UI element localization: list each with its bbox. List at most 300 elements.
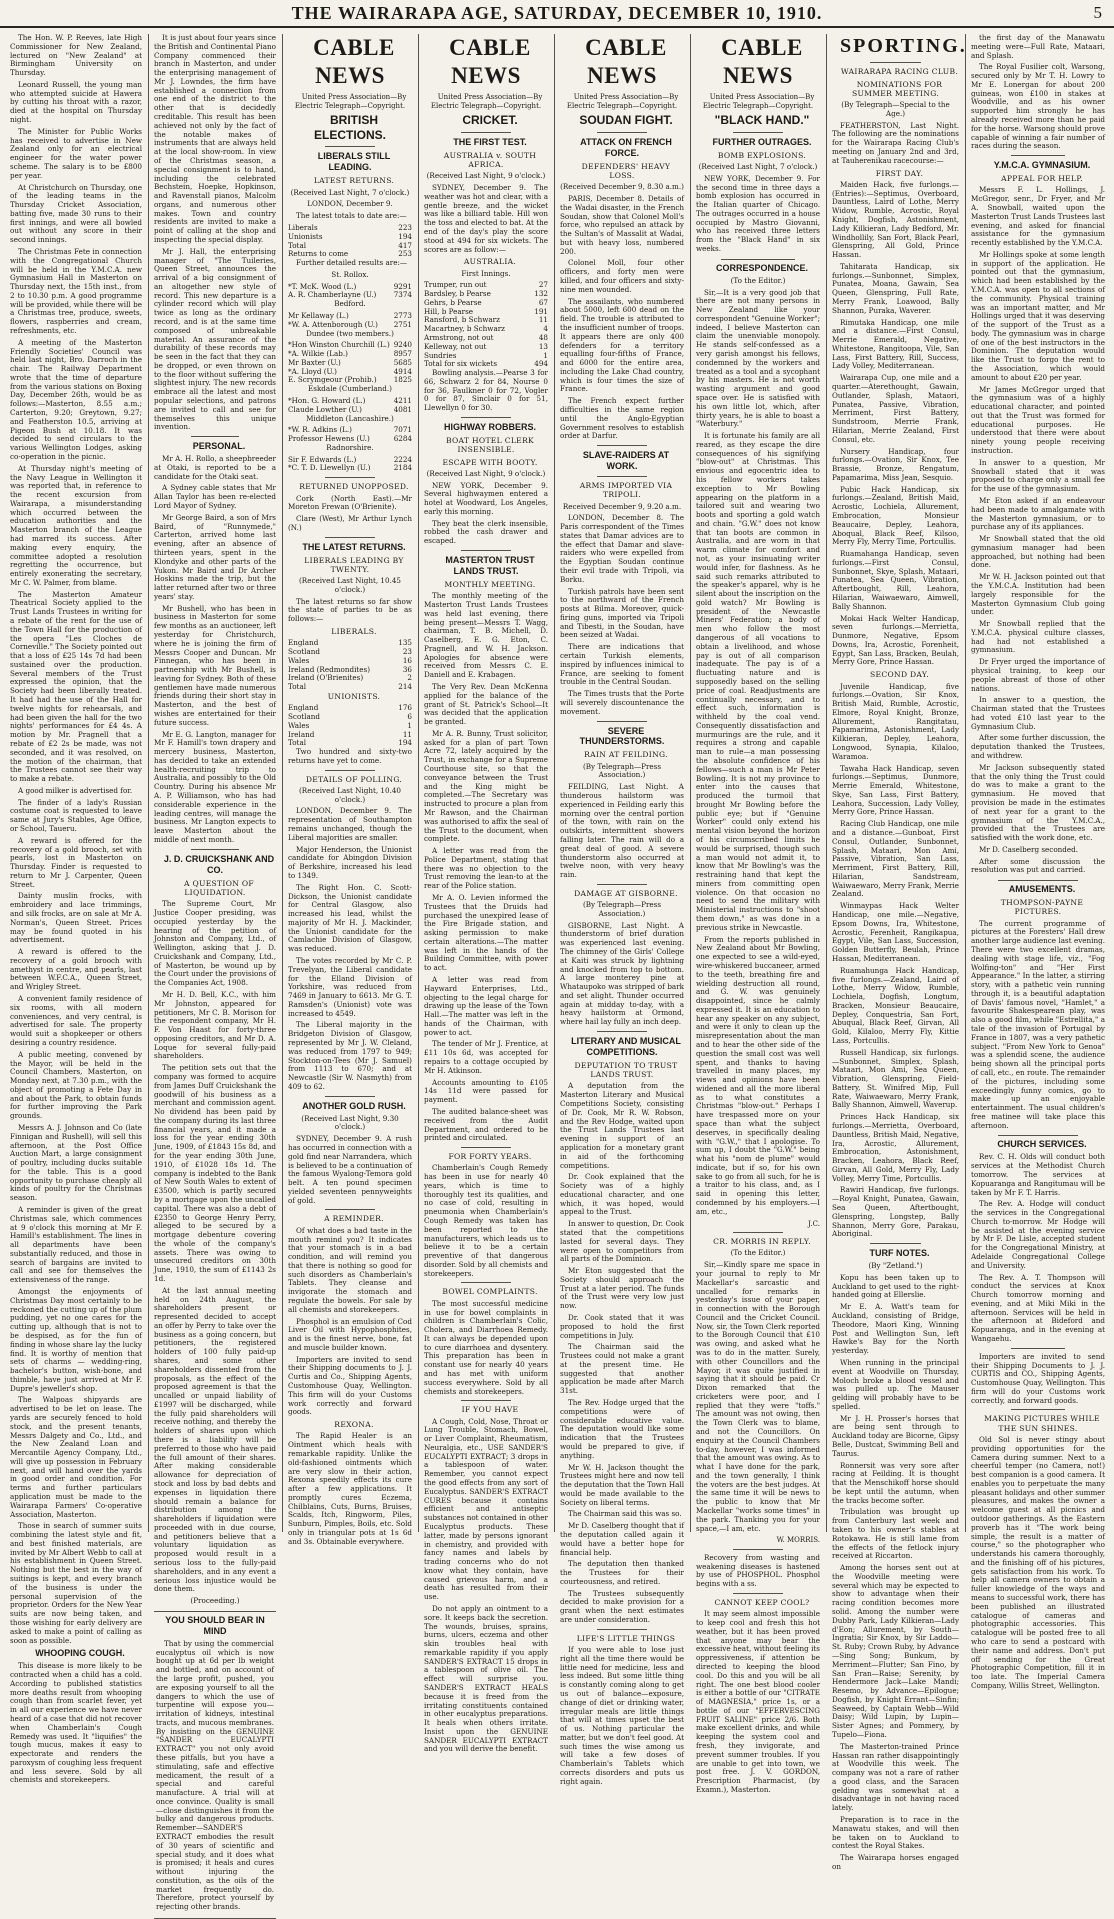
row-label: Unionists: [288, 231, 323, 241]
separator: [597, 445, 647, 446]
paragraph: Mr A. O. Levien informed the Trustees that the Druids had purchased the unexpired lease of the Fire Brigade station, and asking permission to make certain alterations.—The matter was left in the hands of the Building Committee, with power to act.: [424, 892, 548, 973]
rexona-heading: REXONA.: [334, 1420, 374, 1430]
paragraph: Ruamahanga Handicap, seven furlongs.—First Consul, Sunbonnet, Skye, Splash, Mataari, Punatea, Sea Queen, Vibration, Aftertbought, Rill, Leahora, Hilarian, Waiwaewaro, Aimwell, Bally Shannon.: [832, 549, 959, 611]
church-heading: CHURCH SERVICES.: [997, 1139, 1087, 1150]
letter-one: [696, 289, 820, 1217]
paragraph: Ruamahunga Hack Handicap, five furlongs.—Zealand, Laird of Lothe, Merry Widow, Rumble, Lochiela, Dogfish, Longtum, Bracken, Monsieur Beaucaire, Depley, Conquestria, San Fort, Abuqual, Black Reef, Girvan, All Gold, Kilaloo, Merry Fly, Kittie Lass, Portcullis.: [832, 965, 959, 1045]
paragraph: Pubic Hack Handicap, six furlongs.—Zealand, British Maid, Acrostic, Lochiela, Allurement, Embrocation, Monsieur Beaucaire, Depley, Leahora, Aboqual, Black Reef, Kilsoo, Merry Fly, Merry Time, Portcullis.: [832, 484, 959, 547]
separator: [461, 1147, 511, 1148]
paragraph: Leonard Russell, the young man who attempted suicide at Hawera by cutting his throat with a razor, died at the hospital on Thursday night.: [10, 79, 142, 125]
totals-table: [288, 224, 412, 259]
seat-table: [288, 283, 412, 301]
masthead-title: THE WAIRARAPA AGE, SATURDAY, DECEMBER 10, 1910.: [291, 3, 823, 23]
turf-byline: (By "Zetland."): [868, 1261, 923, 1271]
press-credit: United Press Association—By Electric Telegraph—Copyright.: [566, 93, 679, 110]
feilding-text: FEILDING, Last Night. A thunderous hailstorm was experienced in Feilding early this morning over the central portion of the town, with rain on the outskirts, intermittent showers falling later. The rain will do a great deal of good. A severe thunderstorm also occurred at twelve noon, with very heavy rain.: [560, 782, 684, 880]
paragraph: From the reports published in New Zealand about Mr Bowling, one expected to see a wild-eyed, wire-whiskered buccaneer, armed to the teeth, breathing fire and wielding destruction all round, and G. W. was genuinely disappointed, since he calmly expressed it. It is an education to hear any speaker on any subject, and were it only to clean up the misrepresentation about the man and to hear the other side of the question the small cost was well spent, and thanks to having travelled in many places, my views and opinions have been widened and all the more liberal as to what constitutes a Christmas "blow-out." Perhaps I have trespassed more on your space than what the subject deserves, in specifically dealing with "G.W.," that I apologise. To sum up, I doubt the "G.W." being what his "nom de plume" would indicate, but if so, for his own sake to go from all such, for he is a traitor to his class, and, as I said in opening this letter, condemned by his employers.—I am, etc.,: [696, 934, 820, 1216]
column-cricket: [424, 34, 548, 1754]
row-label: *Hon Winston Churchill (L.): [288, 340, 390, 350]
paragraph: Dr. Cook stated that it was proposed to hold the first competitions in July.: [560, 1313, 684, 1340]
table-row: [288, 233, 412, 242]
row-label: *Hon. G. Howard (L.): [288, 396, 366, 405]
row-label: *A. Wilkie (Lab.): [288, 349, 348, 359]
row-value: 9291: [393, 281, 412, 291]
to-editor: (To the Editor.): [730, 1248, 786, 1258]
row-label: Wales: [288, 720, 310, 730]
paragraph: The audited balance-sheet was received from the Audit Department, and ordered to be printed and circulated.: [424, 1106, 548, 1143]
paragraph: Mr H. D. Bell, K.C., with him Mr Johnston, appeared for petitioners, Mr C. B. Morison for the respondent company, Mr H. F. Von Haast for forty-three opposing creditors, and Mr D. A. Loque for several fully-paid shareholders.: [154, 989, 276, 1061]
paragraph: Mr Snowball replied that the Y.M.C.A. physical culture classes, had had not established a gymnasium.: [971, 619, 1105, 655]
paragraph: Rawiri Handicap, five furlongs.—Royal Knight, Punatea, Gawain, Sea Queen, Aftertbought, Glenspring, Longstep, Bally Shannon, Merry Gore, Parakau, Aboriginal.: [832, 1185, 959, 1239]
paragraph: The deputation then thanked the Trustees for their courteousness, and retired.: [560, 1559, 684, 1586]
outrages-heading: FURTHER OUTRAGES.: [712, 136, 812, 147]
received-note: (Received Last Night, 7 o'clock.): [698, 162, 818, 171]
bowling-analysis: Bowling analysis.—Pearse 3 for 66, Schwarz 2 for 84, Nourse 0 for 36, Faulkner 0 for 72, Vogler 0 for 87, Sinclair 0 for 51, Llewellyn 0 for 30.: [424, 368, 548, 413]
table-row: [288, 683, 412, 692]
row-value: 2773: [393, 310, 412, 320]
importers-notice: Importers are invited to send their Shipping Documents to J. J. CURTIS and CO., Shipping Agents, Customhouse Quay, Wellington. This firm will do your Customs work correctly, and forward goods.: [971, 1351, 1105, 1405]
life-little-things-heading: LIFE'S LITTLE THINGS: [576, 1633, 676, 1643]
row-value: 417: [398, 240, 412, 250]
elections-subheading: LIBERALS STILL LEADING.: [317, 151, 391, 173]
received-note: (Received Last Night, 9 o'clock.): [426, 171, 546, 181]
proceeding-note: (Proceeding.): [190, 1596, 240, 1606]
cable-news-heading: CABLE NEWS: [449, 35, 531, 89]
bowel-heading: BOWEL COMPLAINTS.: [442, 1287, 538, 1297]
row-label: Total for six wickets: [424, 359, 498, 369]
paragraph: Mr J. Hall, the enterprising manager of "The Tuileries, Queen Street, announces the arrival of a big consignment of an altogether new style of record. This new departure is a cylinder record which will play twice as long as the ordinary record, and is at the same time composed of unbreakable material. An assurance of the durability of these records may be seen in the fact that they can be dropped, or even thrown on to the floor without suffering the slightest injury. The new records embrace all the latest and most popular selections, and patrons are invited to call and see for themselves this unique invention.: [154, 246, 276, 432]
paragraph: PARIS, December 8. Details of the Wadai disaster, in the French Soudan, show that Colonel Moll's force, who repulsed an attack by the Sultan's of Massalit at Wadai, but with heavy loss, numbered 200.: [560, 194, 684, 256]
paragraph: Cork (North East).—Mr Moreton Frewan (O'Brienite).: [288, 493, 412, 512]
cruickshank-items: [154, 900, 276, 1594]
ad-heading: YOU SHOULD BEAR IN MIND: [165, 1614, 265, 1636]
column-local-news: [10, 33, 142, 1785]
row-label: E. Scrymgeour (Prohib.): [288, 375, 377, 385]
row-label: Sir F. Edwards (L.): [288, 454, 357, 464]
press-credit: United Press Association—By Electric Telegraph—Copyright.: [430, 93, 543, 110]
row-label: England: [288, 638, 319, 648]
received-note: (Received December 9, 8.30 a.m.): [560, 182, 684, 192]
separator: [733, 1549, 783, 1550]
first-innings: First Innings.: [461, 268, 511, 278]
robbers-heading: HIGHWAY ROBBERS.: [443, 422, 537, 433]
column-two: [154, 33, 276, 1912]
paragraph: The tender of Mr J. Frentice, at £11 10s 6d, was accepted for repairs to a cottage occupied by Mr H. Atkinson.: [424, 1039, 548, 1075]
row-value: 2184: [393, 463, 412, 473]
row-value: 4081: [393, 404, 412, 414]
amusements-text: The current programme of pictures at the Foresters' Hall drew another large audience last evening. There were two excellent dramas, dealing with stage life, viz., "Fog Wolfing-ton" and "Her First Appearance." In the latter, a stirring story, with a pathetic vein running through it, is a beautiful adaptation of Davis' famous novel, "Hamlet," a favourite Shakespearean play, was also a good film, while "Estrellita," a tale of the invasion of Portugal by France in 1807, was a very pathetic subject. "From New York to Genoa" was a splendid scene, the audience being shown all the principal ports of call, etc., en route. The remainder of the pictures, including some exceedingly funny comics, go to make up an enjoyable entertainment. The usual children's free matinee will take place this afternoon.: [971, 918, 1106, 1130]
paragraph: A letter was read from the Police Department, stating that there was no objection to the Trust removing the lean-to at the rear of the Police station.: [424, 846, 548, 891]
row-label: *A. Lloyd (U.): [288, 366, 337, 376]
trust-items: [424, 592, 548, 1143]
further-results-intro: Further detailed results are:—: [296, 258, 408, 268]
row-value: 1: [407, 720, 412, 730]
row-label: Mr Baxter (U.): [288, 357, 341, 367]
paragraph: The Chairman said this was so.: [568, 1509, 682, 1519]
paragraph: The Chairman said the Trustees could not make a grant at the present time. He suggested that another application be made after March 31st.: [560, 1342, 684, 1396]
paragraph: Ronnersit was very sore after racing at Feilding. It is thought that the Menschikoff horse should be kept until the autumn, when the tracks become softer.: [832, 1460, 959, 1505]
paragraph: A deputation from the Masterton Literary and Musical Competitions Society, consisting of Dr. Cook, Mr R. W. Robson, and the Rev Hodge, waited upon the Trust Lands Trustees last evening in support of an application for a monetary grant in aid of the forthcoming competitions.: [560, 1081, 684, 1170]
received-note: (Received Last Night, 9.30 o'clock.): [301, 1113, 399, 1132]
separator: [597, 1629, 647, 1630]
paragraph: The Rev. Hodge urged that the competitions were of considerable educative value. The deputation would like some indication that the Trustees would be prepared to give, if anything.: [560, 1398, 684, 1460]
black-hand-text: NEW YORK, December 9. For the second time in three days a bomb explosion has occurred in the Italian quarter of Chicago. The outrages occurred in a house occupied by Mastro Giovanni, who has received three letters from the "Black Hand" in six weeks.: [696, 173, 820, 254]
paragraph: The Liberal majority in the Bridgeton Division of Glasgow, represented by Mr J. W. Cleland, was reduced from 1797 to 949; Stockton-on-Tees (Mr J. Samuel) from 1113 to 670; and at Newcastle (Sir W. Nasmyth) from 409 to 62.: [288, 1020, 412, 1091]
paragraph: The petition sets out that the company was formed to acquire from James Duff Cruickshank the goodwill of his business as a merchant and commission agent. No dividend has been paid by the company during its last three financial years, and it made a loss for the year ending 30th June, 1909, of £1843 15s 8d, and for the year ending 30th June, 1910, of £1028 18s 1d. The company is indebted to the Bank of New South Wales to extent of £3500, which is partly secured by a mortgage upon the uncalled capital. There was also a debt of £2350 to George Henry Perry, alleged to be secured by a mortgage debenture covering the whole of the company's assets. There was owing to unsecured creditors on 30th June, 1910, the sum of £1143 2s 1d.: [154, 1063, 276, 1283]
paragraph: Mr E. A. Watt's team for Auckland, consisting of Bridge, Theodore, Maori King, Winning Post and Wellington Sun, left Hawke's Bay for the North yesterday.: [832, 1302, 959, 1356]
paragraph: Dr. Cook explained that the Society was of a highly educational character, and one which, it was hoped, would appeal to the Trust.: [560, 1172, 684, 1217]
paragraph: Those in search of summer suits combining the latest style and fit, and best finished materials, are invited by Mr Albert Webb to call at his establishment in Queen Street. Nothing but the best in the way of suitings is kept, and every branch of the business is under the personal supervision of the proprietor. Orders for the New Year suits are now being taken, and those wishing for early delivery are asked to make a point of calling as soon as possible.: [10, 1521, 142, 1645]
row-value: 214: [398, 682, 412, 692]
amusements-heading: AMUSEMENTS.: [1008, 884, 1076, 895]
making-pictures-text: Old Sol is never stingy about providing opportunities for the Camera during summer. Next to a cheerful temper (no Camera, not!) best companion is a good camera. It enables you to perpetuate the many pleasant holidays and other summer pleasures, and makes the owner a welcome guest at all picnics and outdoor gatherings. As the Eastern proverb has it "The work being simple, the result is a matter of course," so the photographer who understands his camera thoroughly, and the finishing off of his pictures, gets satisfaction from his work. To help all camera owners to obtain a fuller knowledge of the ways and means to successful work, there has been published an illustrated catalogue of cameras and photographic accessories. This catalogue will be posted free to all who care to send a postcard with their name and address. Don't put off sending for the Great Photographic Competition, fill it in too late. The Imperial Camera Company, Willis Street, Wellington.: [971, 1434, 1105, 1690]
paragraph: A reward is offered for the recovery of a gold brooch, set with pearls, lost in Masterton on Thursday. Finder is requested to return to Mr J. Carpenter, Queen Street.: [10, 835, 142, 889]
paragraph: They beat the clerk insensible, robbed the cash drawer and escaped.: [424, 518, 548, 546]
paragraph: When running in the principal event at Woodville on Thursday, Moloch broke a blood vessel and was pulled up. The Mauser gelding will probably have to be spelled.: [832, 1357, 959, 1411]
row-value: 2751: [393, 319, 412, 329]
row-label: Ireland: [288, 729, 315, 739]
seat-results: [288, 271, 412, 473]
seat-table: [288, 341, 412, 385]
paragraph: Mr Jackson subsequently stated that the only thing the Trust could do was to make a grant to the gymnasium. He moved that provision be made in the estimates of next year for a grant to the gymnasium of the Y.M.C.A., provided that the Trustees are satisfied with the work done, etc.: [971, 762, 1105, 843]
paragraph: At the last annual meeting held on 24th August, the shareholders present or represented decided to accept an offer by Perry to take over the business as a going concern, but petitioners, the registered holders of 100 fully paid-up shares, and some other shareholders dissented from the proposals, as the effect of the proposed agreement is that the uncalled or unpaid liability of £1997 will be discharged, while the fully paid shareholders will receive nothing, and thereby the holders of shares upon which there is a liability will be preferred to those who have paid the full amount of their shares. After making considerable allowance for depreciation of stock and loss by bad debts and expenses in liquidation there should remain a balance for distribution among the shareholders if liquidation were proceeded with in due course, and petitioners believe that a voluntary liquidation as proposed would result in a serious loss to the fully-paid shareholders, and in any event a serious loss injustice would be done them.: [154, 1285, 276, 1594]
soudan-subheading-2: DEFENDERS' HEAVY LOSS.: [581, 161, 671, 180]
row-value: 6284: [393, 434, 412, 444]
paragraph: Mr W. H. Jackson thought the Trustees might here and now tell the deputation that the Town Hall would be made available to the Society on liberal terms.: [560, 1462, 684, 1507]
separator: [325, 537, 375, 538]
row-value: 4914: [393, 366, 412, 376]
morris-heading: CR. MORRIS IN REPLY.: [713, 1237, 811, 1247]
paragraph: Russell Handicap, six furlongs.—Sunbonnet, Simplex, Splash, Mataari, Mon Ami, Sea Queen, Vibration, Glenspring, Field-Battery, St. Winifred Mip, Full Rate, Waiwaewaro, Merry Frank, Bally Shannon, Aimwell, Waverup.: [832, 1047, 959, 1110]
row-label: Bardsley, b Pearse: [424, 289, 491, 299]
row-label: Ireland (Redmondites): [288, 664, 371, 674]
row-label: Ireland (O'Brienites): [288, 673, 364, 683]
first-test-heading: THE FIRST TEST.: [453, 136, 527, 147]
row-label: *W. A. Attenborough (U.): [288, 319, 378, 329]
black-hand-heading: "BLACK HAND.": [714, 113, 810, 128]
trust-subheading: MONTHLY MEETING.: [444, 579, 536, 589]
feilding-subheading: RAIN AT FEILDING.: [584, 750, 668, 760]
separator: [597, 132, 647, 133]
seat-table: [288, 426, 412, 444]
paragraph: The Masterton Amateur Theatrical Society applied to the Trust Lands Trustees in writing for a rebate of the rent for the use of the Town Hall for the production of the opera "Les Cloches de Corneville." The Society pointed out that a loss of £25 14s 7d had been sustained over the production. Several members of the Trust expressed the opinion, that the Society had been liberally treated. It had had the use of the Hall for twelve nights for rehearsals, and had been given the hall for the two nights' performances for £4 4s. A motion by Mr. Pragnell that a rebate of £2 2s be made, was not seconded, and it was resolved, on the motion of the chairman, that the Trustees cannot see their way to make a rebate.: [10, 589, 142, 784]
press-credit: United Press Association—By Electric Telegraph—Copyright.: [294, 93, 407, 110]
cable-news-heading: CABLE NEWS: [721, 35, 803, 89]
paragraph: A Sydney cable states that Mr Allan Taylor has been re-elected Lord Mayor of Sydney.: [154, 483, 276, 511]
paragraph: The Times trusts that the Porte will severely discountenance the movement.: [560, 689, 684, 716]
separator: [461, 1400, 511, 1401]
ymca-items: [971, 186, 1105, 875]
paragraph: The assailants, who numbered about 5000, left 600 dead on the field. The trouble is attributed to the insufficient number of troops. It appears there are only 400 defenders for a territory equalling four-fifths of France, and 6000 for the entire area, including the Lake Chad country, which is four times the size of France.: [560, 296, 684, 394]
paragraph: The monthly meeting of the Masterton Trust Lands Trustees was held last evening, there being present—Messrs T. Wagg, chairman, T. B. Michell, D. Caselberg, E. G. Eton, C. Pragnell, and W. H. Jackson. Apologies for absence were received from Messrs C. E. Daniell and E. Krabagen.: [424, 591, 548, 680]
separator: [325, 477, 375, 478]
paragraph: The finder of a lady's Russian costume coat is requested to leave same at Jury's Stables, Age Office, or School, Taueru.: [10, 797, 142, 833]
paragraph: Mr Eton asked if an endeavour had been made to amalgamate with the Masterton gymnasium, or to purchase any of its appliances.: [971, 495, 1105, 532]
trust-heading: MASTERTON TRUST LANDS TRUST.: [445, 555, 535, 576]
paragraph: The votes recorded by Mr C. P. Trevelyan, the Liberal candidate for the Elland Division of Yorkshire, was reduced from 7469 in January to 6613. Mr G. T. Ramsden's (Unionist) vote was increased to 4549.: [288, 955, 412, 1018]
received-note: (Received Last Night, 9 o'clock.): [426, 468, 546, 478]
paragraph: LONDON, December 8. The Paris correspondent of the Times states that Damar advices are to the effect that Damar and slave-raiders who were expelled from the Egyptian Soudan continue their evil trade with Tripoli, via Borku.: [560, 513, 684, 584]
row-value: 135: [398, 638, 412, 648]
row-label: A. R. Chamberlayne (U.): [288, 290, 377, 300]
paragraph: The Masterton-trained Prince Hassan ran rather disappointingly at Woodville this week. The company was not a rare of rather a good class, and the Saracen gelding was somewhat at a disadvantage in not having raced lately.: [832, 1741, 959, 1813]
slave-raiders-heading: SLAVE-RAIDERS AT WORK.: [582, 450, 670, 472]
column-rule: [282, 34, 283, 1532]
importers-text: Importers are invited to send their Shipping documents to J. J. Curtis and Co., Shipping Agents, Customhouse Quay, Wellington. This firm will do your Customs work correctly and forward goods.: [288, 1354, 412, 1417]
letter-two: [696, 1261, 820, 1533]
row-value: 7374: [393, 290, 412, 300]
keep-cool-text: It may seem almost impossible to keep cool and fresh this hot weather, but it has been proved that anyone may bear the excessive heat, without feeling its oppressiveness, if attention be directed to keeping the blood cool. Do this and you will be all right. The one best blood cooler is either a bottle of our "CITRATE of MAGNESIA," price 1s, or a bottle of our "EFFERVESCING FRUIT SALINE" price 2/6. Both make excellent drinks, and while keeping the system cool and fresh, they invigorate, and prevent summer troubles. If you are unable to get into town, we post free. J. V. GORDON, Prescription Pharmacist, (by Examn.), Masterton.: [696, 1609, 820, 1794]
soudan-subheading: ATTACK ON FRENCH FORCE.: [580, 136, 672, 158]
row-label: Sundries: [424, 350, 457, 360]
second-day-races: [832, 683, 959, 1240]
paragraph: The Minister for Public Works has received to advertise in New Zealand only for an electrical engineer for the water power scheme. The salary is to be £800 per year.: [10, 126, 142, 180]
cruickshank-heading: J. D. CRUICKSHANK AND CO.: [163, 853, 275, 875]
column-sporting: [832, 34, 967, 1871]
row-value: 176: [398, 703, 412, 713]
elections-latest: LATEST RETURNS.: [313, 176, 395, 186]
paragraph: It is fortunate his family are all reared, as they escape the dire consequences of his signifying "blow-out" at Christmas. This envious and egocentric idea to his fellow workers takes exception to Mr Bowling appearing on the platform in a tailored suit and wearing two boots and sporting a gold watch and chain. "G.W." does not know that tan boots are common in Australia, and are worn in that warm climate for comfort and not, as your insinuating writer would infer, for flashness. As he said such remarks attributed to the speaker's apparel, why is he silent about the inscription on the gold watch? Mr Bowling is president of the Newcastle Miners' Federation; a body of men who follow the most dangerous of all vocations to obtain a livelihood, and whose pay is out of all comparison inadequate. The pay is of a fluctuating nature and is supposedly based on the selling price of coal. Readjustments are continually necessary, and to effect such, information is withheld by the coal vend. Consequently dissatisfaction and murmurings are the rule, and it requires a strong and capable man to rule—a man possessing the absolute confidence of his fellows—such a man is Mr Peter Bowling. It is not my province to enter into the causes that produced the turmoil that brought Mr Bowling before the public eye; but if "Genuine Worker" could only extend his mental vision beyond the horizon of his circumscribed limits he would be surprised, though such a man would not admit it, to know that Mr Bowling's was the restraining hand that kept the miners from committing open violence. On that occasion no need to send the military with Ministerial instructions to "shoot them down," as was done in a previous strike in Newcastle.: [696, 431, 820, 932]
row-value: 4: [543, 324, 548, 334]
separator: [191, 849, 240, 850]
paragraph: The French expect further difficulties in the same region until the Anglo-Egyptian Government resolves to establish order at Darfur.: [560, 396, 684, 441]
separator: [733, 1593, 783, 1594]
paragraph: Tahitarata Handicap, six furlongs.—Sunbonnet, Simplex, Punatea, Moana, Gawain, Sea Queen, Glenspring, Full Rate, Merry Frank, Loawood, Bally Shannon, Puraka, Waverer.: [832, 261, 959, 315]
row-label: Professor Hewens (U.): [288, 434, 370, 444]
separator: [733, 1232, 783, 1233]
separator: [998, 880, 1078, 881]
paragraph: Accounts amounting to £105 14s 11d were passed for payment.: [424, 1077, 548, 1105]
paragraph: A good milker is advertised for.: [18, 785, 133, 795]
do-not-apply-text: Do not apply an ointment to a sore. It keeps back the secretion. The wounds, bruises, sprains, burns, ulcers, eczema and other skin troubles heal with remarkable rapidity if you apply SANDER'S EXTRACT 15 drops in a tablespoon of olive oil. The effect will surprise you. SANDER'S EXTRACT HEALS because it is freed from the irritating constituents contained in other eucalyptus preparations. It heals when others irritate. Insist upon the GENUINE SANDER EUCALYPTI EXTRACT and you will derive the benefit.: [424, 1603, 548, 1754]
gold-rush-text: SYDNEY, December 9. A rush has occurred in connection with a gold find near Narrandera, which is believed to be a continuation of the famous Wyalong-Temora gold belt. A ten pound specimen yielded seventeen pennyweights of gold.: [288, 1134, 412, 1205]
forty-years-text: Chamberlain's Cough Remedy has been in use for nearly 40 years, which is time to thoroughly test its qualities, and no case of cold, resulting in pneumonia when Chamberlain's Cough Remedy was taken has been reported to the manufacturers, which leads us to believe it to be a certain preventive of that dangerous disorder. Sold by all chemists and storekeepers.: [424, 1163, 548, 1278]
paragraph: Mokai Hack Welter Handicap, seven furlongs.—Merrietta, Dunmore, Negative, Epsom Downs, Ira, Acrostic, Forenheit, Egypt, San Lass, Bracken, Beulah, Merry Gore, Prince Hassan.: [832, 613, 959, 667]
separator: [461, 417, 511, 418]
row-value: 48: [538, 333, 548, 342]
paragraph: After some discussion the resolution was put and carried.: [971, 856, 1105, 875]
seat-table: [288, 456, 412, 474]
latest-returns-subheading: LIBERALS LEADING BY TWENTY.: [304, 555, 404, 574]
paragraph: Preparation is to race in the Manawatu stakes, and will then be taken on to Auckland to contest the Royal Stakes.: [832, 1815, 959, 1851]
row-value: 11: [538, 315, 548, 325]
nominations-intro: FEATHERSTON, Last Night. The following are the nominations for the Wairarapa Racing Club's meeting on January 2nd and 3rd, at Tauherenikau racecourse:—: [832, 120, 959, 165]
paragraph: NEW YORK, December 9. Several highwaymen entered a hotel at Woodward, Los Angeles, early this morning.: [424, 480, 548, 516]
signature: J.C.: [808, 1219, 820, 1228]
column-rule: [690, 34, 691, 1532]
row-value: 9240: [393, 340, 412, 350]
row-label: Total: [288, 682, 307, 692]
row-label: Mr Kellaway (L.): [288, 310, 349, 320]
separator: [1011, 1409, 1065, 1410]
turf-notes: [832, 1274, 959, 1872]
row-value: 194: [398, 738, 412, 748]
turf-notes-heading: TURF NOTES.: [869, 1248, 930, 1259]
paragraph: At Christchurch on Thursday, one of the leading teams in the Thursday Cricket Association, batting five, made 30 runs to their first innings, and were all bowled out without any score in their second innings.: [10, 182, 142, 245]
soudan-items: [560, 195, 684, 441]
seat-name: Dundee (two members.): [306, 328, 394, 338]
paragraph: There are indications that certain Turkish elements, inspired by influences inimical to France, are seeking to foment trouble in the Central Soudan.: [560, 642, 684, 687]
row-label: Liberals: [288, 222, 318, 232]
paragraph: At Thursday night's meeting of the Navy League in Wellington it was reported that, in reference to the recent excursion from Wairarapa, a misunderstanding which occurred between the education authorities and the Masterton branch of the League had marred its success. After making every enquiry, the committee adopted a resolution regretting the occurrence, but entirely exonerating the secretary, Mr C. W. Palmer, from blame.: [10, 463, 142, 587]
paragraph: Racing Club Handicap, one mile and a distance.—Gunboat, First Consul, Outlander, Sunbonnet, Splash, Mataari, Mon Ami, Passive, Vibration, San Lass, Merriment, First Battery, Rill, Hilarian, Sandstream, Waiwaewaro, Merry Frank, Merrie Zealand.: [832, 819, 959, 899]
rexona-text: The Rapid Healer is an Ointment which heals with remarkable rapidity. Unlike the old-fashioned ointments which are very slow in their action, Rexona speedily effects its cure after a few applications. It promptly cures Eczema, Chilblains, Cuts, Burns, Bruises, Scalds, Itch, Ringworm, Piles, Sunburn, Pimples, Boils, etc. Sold only in triangular pots at 1s 6d and 3s. Obtainable everywhere.: [288, 1431, 412, 1546]
paragraph: Mr Eton suggested that the Society should approach the Trust at a later period. The funds of the Trust were very low just now.: [560, 1266, 684, 1311]
row-label: Macartney, b Schwarz: [424, 324, 505, 334]
seat-name: St. Rollox.: [331, 269, 369, 279]
paragraph: The Walpoas shipyards are advertised to be let on lease. The yards are securely fenced to hold stock, and the present tenants, Messrs Dalgety and Co., Ltd., and the New Zealand Loan and Mercantile Agency Company, Ltd., will give up possession in February next, and will hand over the yards in good order and condition. For terms and further particulars application must be made to the Wairarapa Farmers' Co-operative Association, Masterton.: [10, 1395, 142, 1519]
paragraph: A public meeting, convened by the Mayor, will be held in the Council Chambers, Masterton, on Monday next, at 7.30 p.m., with the object of promoting a Fete Day in and about the Park, to obtain funds for further improving the Park grounds.: [10, 1049, 142, 1121]
unionists-table: [288, 704, 412, 748]
row-value: 2: [407, 673, 412, 683]
paragraph: Winmaypas Hack Welter Handicap, one mile.—Negative, Epsom Downs, Ira, Whitestone, Acrostic, Ferenheit, Rangikapua, Egypt, Vile, San Lass, Succession, Golden Butterfly, Beulah, Prince Hassan, Mediterranean.: [832, 901, 959, 963]
paragraph: Mr George Baird, a son of Mrs Baird, of "Runnymede," Carterton, arrived home last evening, after an absence of thirteen years, spent in the Klondyke and other parts of the Yukon. Mr Baird and Dr Archer Hoskins made the trip, but the latter returned after two or three years' stay.: [154, 512, 276, 601]
thunderstorms-heading: SEVERE THUNDERSTORMS.: [579, 725, 665, 747]
robbers-subheading-2: ESCAPE WITH BOOTY.: [442, 457, 538, 467]
bomb-heading: BOMB EXPLOSIONS.: [717, 150, 807, 160]
row-label: England: [288, 703, 319, 713]
australia-heading: AUSTRALIA.: [463, 257, 517, 267]
reminder-heading: A REMINDER.: [324, 1214, 384, 1224]
row-value: 132: [534, 289, 548, 299]
ymca-heading: Y.M.C.A. GYMNASIUM.: [993, 160, 1091, 171]
row-label: Trumper, run out: [424, 280, 487, 290]
paragraph: The Royal Fusilier colt, Warsong, secured only by Mr T. H. Lowry to Mr E. Lonergan for about 200 guineas, won £100 in stakes at Woodville, and as his owner supported him strongly he has already received more than he paid for the horse. Warsong should prove capable of winning a fair number of races during the season.: [971, 62, 1105, 151]
separator: [870, 62, 921, 63]
whooping-cough-heading: WHOOPING COUGH.: [35, 1648, 125, 1659]
separator: [325, 1096, 375, 1097]
gisborne-text: GISBORNE, Last Night. A thunderstorm of brief duration was experienced last evening. The chimney of the Girls' College at Kaiti was struck by lightning and knocked from top to bottom. A large monterey pine at Whataupoko was stripped of bark and set alight. Thunder occurred again at midday to-day, with a heavy hailstorm at Ormond, where hail lay fully an inch deep.: [560, 920, 684, 1027]
row-label: *C. T. D. Llewellyn (U.): [288, 463, 371, 473]
row-label: Claude Lowther (U.): [288, 404, 362, 414]
recovery-text: Recovery from wasting and weakening diseases is hastened by use of PHOSPHOL. Phosphol begins with a ss.: [696, 1552, 820, 1589]
row-value: 194: [398, 231, 412, 241]
scorecard-table: [424, 281, 548, 369]
paragraph: The Christmas Fete in connection with the Congregational Church will be held in the Y.M.C.A. new Gymnasium Hall in Masterton on Thursday next, the 15th inst., from 2 to 10.30 p.m. A good programme will be provided, while there will be a Christmas tree, produce, sweets, flowers, raspberries and cream, refreshments, etc.: [10, 246, 142, 335]
to-editor: (To the Editor.): [730, 275, 786, 285]
separator: [461, 1282, 511, 1283]
whooping-cough-text: This disease is more likely to be contracted when a child has a cold. According to published statistics more deaths result from whooping cough than from scarlet fever, yet in all our experience we have never heard of a case that did not recover when Chamberlain's Cough Remedy was used. It "liquifies" the tough mucus, makes it easy to expectorate and renders the paroxysm of coughing less frequent and less severe. Sold by all chemists and storekeepers.: [10, 1661, 142, 1785]
cable-news-heading: CABLE NEWS: [313, 35, 395, 89]
separator: [597, 721, 647, 722]
telegraph-note: (By Telegraph—Special to the Age.): [841, 100, 950, 118]
paragraph: Mr D. Caselberg seconded.: [979, 844, 1079, 854]
personal-items: [154, 455, 276, 845]
separator: [721, 259, 795, 260]
paragraph: Tribulation was brought up from Canterbury last week and taken to his owner's stables at Rotokawa. He is still lame from the effects of the fetlock injury received at Riccarton.: [832, 1507, 959, 1561]
local-news-list: [10, 34, 142, 1645]
paragraph: The Rev. A. Hodge will conduct the services in the Congregational Church to-morrow. Mr Hodge will be assisted at the evening service by Mr F. De Lisle, accepted student for the Congregational Ministry, at Adelaide Congregational College and University.: [971, 1199, 1105, 1270]
row-value: 2224: [393, 454, 412, 464]
paragraph: Major Henderson, the Unionist candidate for Abingdon Division of Berkshire, increased his lead to 1349.: [288, 844, 412, 880]
separator: [998, 1135, 1078, 1136]
row-label: Ransford, b Schwarz: [424, 315, 500, 325]
cable-news-heading: CABLE NEWS: [585, 35, 667, 89]
sporting-heading: SPORTING.: [840, 35, 967, 57]
paragraph: A reminder is given of the great Christmas sale, which commences at 9 o'clock this morning at Mr F. Hamill's establishment. The lines in all departments have been substantially reduced, and those in search of bargains are invited to call and see for themselves the extensiveness of the range.: [10, 1205, 142, 1285]
received-note: (Received Last Night, 10.40 o'clock.): [298, 785, 402, 804]
literary-heading: LITERARY AND MUSICAL COMPETITIONS.: [571, 1036, 681, 1057]
paragraph: Tawaha Hack Handicap, seven furlongs.—Septimus, Dunmore, Merrie Emerald, Whitestone, Skye, San Lass, First Battery, Leahora, Succession, Lady Volley, Merry Gore, Prince Hassan.: [832, 763, 959, 817]
row-label: Returns to come: [288, 249, 349, 259]
row-label: Scotland: [288, 647, 320, 657]
paragraph: Rev. C. H. Olds will conduct both services at the Methodist Church tomorrow. The services at Kopuaranga and Rangitumau will be taken by Mr F. T. Harris.: [971, 1152, 1105, 1197]
row-value: 191: [534, 306, 548, 316]
piano-record-items: [154, 34, 276, 432]
seat-name: Radnorshire.: [326, 442, 374, 452]
paragraph: Nursery Handicap, four furlongs.—Ovation, Sir Knox, Tee Brassie, Bronze, Rengatum, Papamarima, Miss Jean, Sesquio.: [832, 446, 959, 482]
paragraph: Mr A. R. Bunny, Trust solicitor, asked for a plan of part Town Acre 72, lately acquired by the Trust, in exchange for a Supreme Courthouse site, so that the conveyance between the Trust and the King might be completed.—The Secretary was instructed to procure a plan from Mr Rawson, and the Chairman was authorised to affix the seal of the Trust to the document, when complete.: [424, 728, 548, 844]
received-note: Received December 9, 9.20 a.m.: [562, 501, 682, 511]
row-value: 13: [538, 341, 548, 351]
telegraph-note: (By Telegraph—Press Association.): [582, 761, 662, 780]
paragraph: The Hon. W. P. Reeves, late High Commissioner for New Zealand, lectured on "New Zealand" at Birmingham University on Thursday.: [10, 33, 142, 78]
separator: [191, 436, 240, 437]
if-you-have-heading: IF YOU HAVE: [461, 1405, 519, 1415]
seat-table: [288, 397, 412, 415]
paragraph: Maiden Hack, five furlongs.—(Entries):—Septimus, Overboard, Dauntless, Laird of Lothe, Merry Widow, Rumble, Acrostic, Royal Knight, Dogfish, Astonishment, Lady Kilkieran, Lady Bedford, Mr. Windhollily, San Fort, Black Pearl, Glenspring, All Gold, Prince Hassan.: [832, 179, 959, 260]
row-label: Total: [288, 738, 307, 748]
liberals-heading: LIBERALS.: [331, 627, 377, 636]
paragraph: Turkish patrols have been sent to the northward of the French posts at Bilma. Moreover, quick-firing guns, imported via Tripoli and Tibesti, in the Soudan, have been seized at Wadai.: [560, 586, 684, 640]
polling-items: [288, 807, 412, 1091]
unopposed-list: [288, 495, 412, 533]
paragraph: In answer to a question, the Chairman stated that the Trustees had voted £10 last year to the Gymnasium Club.: [971, 695, 1105, 731]
row-value: 16: [402, 655, 412, 665]
paragraph: Messrs A. J. Johnson and Co (late Finnigan and Rushell), will sell this afternoon, at the Post Office Auction Mart, a large consignment of poultry, including ducks suitable for the table. This is a good opportunity to purchase cheaply all kinds of poultry for the Christmas season.: [10, 1122, 142, 1203]
separator: [870, 1243, 921, 1244]
totals-intro: The latest totals to date are:—: [296, 211, 407, 221]
row-value: 7071: [393, 425, 412, 435]
column-british-elections: [288, 34, 412, 1546]
table-row: [288, 674, 412, 683]
forty-years-heading: FOR FORTY YEARS.: [448, 1152, 532, 1162]
column-rule: [965, 34, 966, 1532]
paragraph: A reward is offered to the recovery of a gold brooch with amethyst in centre, and pearls, last between W.F.C.A., Queen Street, and Wrigley Street.: [10, 947, 142, 992]
paragraph: After some further discussion, the deputation thanked the Trustees, and withdrew.: [971, 733, 1105, 761]
row-value: 1: [543, 350, 548, 360]
correspondence-heading: CORRESPONDENCE.: [715, 262, 808, 273]
latest-intro: The latest returns so far show the state of parties to be as follows:—: [288, 596, 412, 624]
paragraph: In answer to a question, Mr Snowball stated that it was proposed to charge only a small fee for the use of the gymnasium.: [971, 457, 1105, 494]
latest-returns-heading: THE LATEST RETURNS.: [302, 541, 406, 552]
paragraph: The Trustees subsequently decided to make provision for a grant when the next estimates are under consideration.: [560, 1588, 684, 1624]
paragraph: Sir,—Kindly spare me space in your journal to reply to Mr Mackellar's sarcastic and uncalled for remarks in yesterday's issue of your paper, in connection with the Borough Council and the Cricket Council. Now, sir, the Town Clerk reported to the Borough Council that £10 was owing, and asked what he was to do in the matter. Surely, with other Councillors and the Mayor, it was quite justified in saying that it should be paid. Cr Dixon remarked that the cricketers were poor, and I replied that they were "toffs." The amount was not owing, then the Town Clerk was to blame, and not the Councillors. On enquiry at the Council Chambers to-day, however, I was informed that the amount was owing. As to what I have done for the park, and the town generally, I think the voters are the best judges. At the same time it will be news to the public to know that Mr Mackellar "works some times" in the park. Thanking you for your space,—I am, etc.: [696, 1260, 820, 1533]
paragraph: The Rev. A. T. Thompson will conduct the services at Knox Church tomorrow morning and evening, and at Miki Miki in the afternoon. Services will be held in the afternoon at Bideford and Kopuaranga, and in the evening at Wangaehu.: [971, 1272, 1105, 1343]
first-day-races: [832, 181, 959, 667]
church-items: [971, 1153, 1105, 1343]
gold-rush-heading: ANOTHER GOLD RUSH.: [302, 1100, 406, 1111]
paragraph: Princes Hack Handicap, six furlongs.—Merrietta, Overboard, Dauntless, British Maid, Negative, Ira, Acrostic, Allurement, Embrocation, Astonishment, Bracken, Leahora, Black Reef, Girvan, All Gold, Merry Fly, Lady Volley, Merry Time, Portcullis.: [832, 1112, 959, 1183]
row-label: *T. McK. Wood (L.): [288, 281, 357, 291]
row-label: Kelleway, not out: [424, 341, 487, 351]
turf-continued: [971, 34, 1105, 151]
cruickshank-subheading: A QUESTION OF LIQUIDATION.: [183, 878, 254, 897]
seat-name: Bedford.: [334, 299, 366, 309]
paragraph: A convenient family residence of six rooms, with all modern conveniences, and very central, is advertised for sale. The property would suit a shopkeeper or others desiring a country residence.: [10, 994, 142, 1047]
seat-name: Eskdale (Cumberland.): [308, 384, 392, 394]
paragraph: Colonel Moll, four other officers, and forty men were killed, and four officers and sixty-nine men wounded.: [560, 258, 684, 294]
if-you-have-text: A Cough, Cold, Nose, Throat or Lung Trouble, Stomach, Bowel, or Liver Complaint, Rheumatism, Neuralgia, etc., USE SANDER'S EUCALYPTI EXTRACT; 3 drops in a tablespoon of water. Remember, you cannot expect the good effects from any sort of Eucalyptus. SANDER'S EXTRACT CURES because it contains efficient and antiseptic substances not contained in other Eucalyptus products. These latter, made by persons ignorant in chemistry, and provided with fancy names and labels by trading concerns who do not know what they contain, have caused grievous harm, and a death has resulted from their use.: [424, 1416, 548, 1602]
paragraph: Mr W. H. Jackson pointed out that the Y.M.C.A. Institution had been largely responsible for the Masterton Gymnasium Club going under.: [971, 572, 1105, 617]
separator: [597, 884, 647, 885]
unopposed-heading: RETURNED UNOPPOSED.: [299, 482, 409, 492]
paragraph: Mr Snowball stated that the old gymnasium manager had been approached, but nothing had been done.: [971, 534, 1105, 570]
keep-cool-heading: CANNOT KEEP COOL?: [714, 1598, 810, 1608]
paragraph: Dr Fryer urged the importance of physical training, to keep our people abreast of those of other nations.: [971, 657, 1105, 693]
phosphol-text: Phosphol is an emulsion of Cod Liver Oil with Hypophosphites, and is the finest nerve, bone, fat and muscle builder known.: [288, 1316, 412, 1352]
paragraph: A meeting of the Masterton Friendly Societies' Council was held last night, Bro. Darroch in the chair. The Railway Department wrote that the time of departure from the various stations on Boxing Day, December 26th, would be as follows:—Masterton, 8.55 a.m.; Carterton, 9.20; Greytown, 9.27; and Featherston 10.5, arriving at Pigeon Bush at 10.18. It was decided to send circulars to the various Wellington Lodges, asking co-operation in the picnic.: [10, 337, 142, 461]
